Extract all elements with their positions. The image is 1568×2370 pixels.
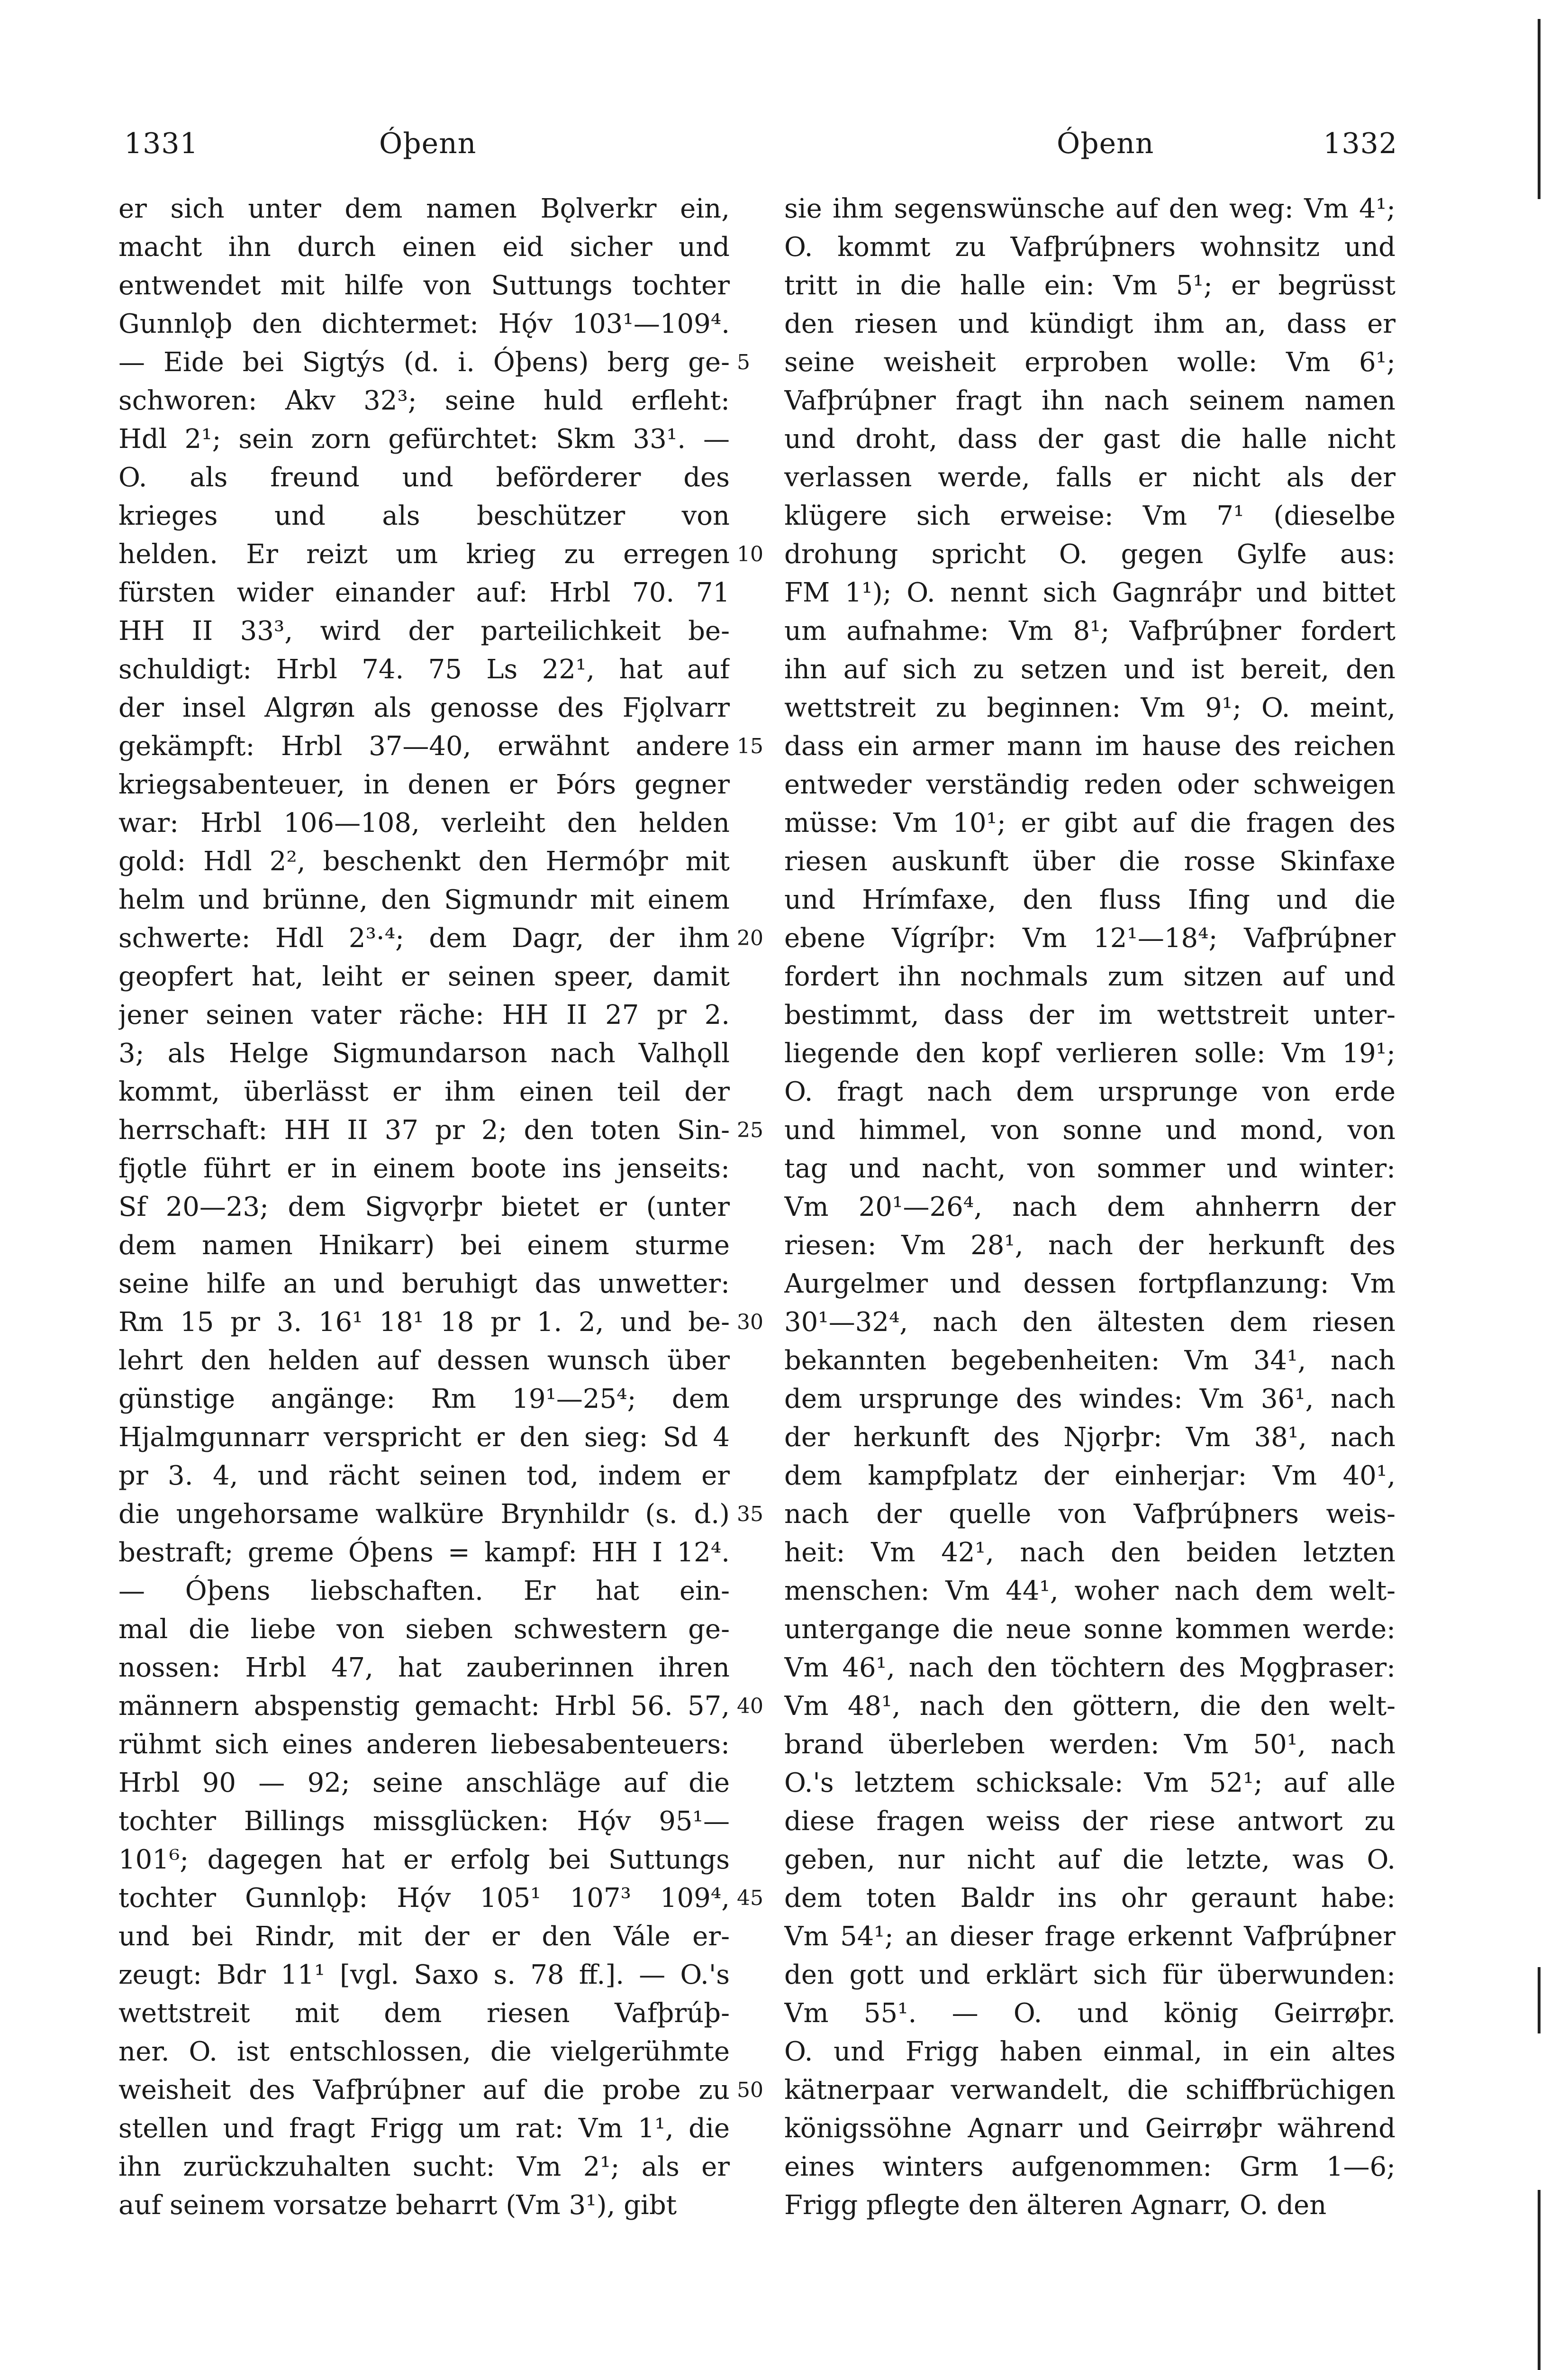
text-line: O. fragt nach dem ursprunge von erde — [784, 1076, 1396, 1107]
line-number: 10 — [737, 542, 763, 566]
text-line: riesen: Vm 28¹, nach der herkunft des — [784, 1230, 1396, 1261]
text-line: klügere sich erweise: Vm 7¹ (dieselbe — [784, 501, 1396, 531]
text-line: drohung spricht O. gegen Gylfe aus: — [784, 539, 1396, 570]
text-line: O. und Frigg haben einmal, in ein altes — [784, 2036, 1396, 2067]
text-line: den gott und erklärt sich für überwunden: — [784, 1960, 1396, 1990]
text-line: er sich unter dem namen Bǫlverkr ein, — [118, 193, 730, 224]
text-line: jener seinen vater räche: HH II 27 pr 2. — [118, 1000, 730, 1030]
text-line: fürsten wider einander auf: Hrbl 70. 71 — [118, 577, 730, 608]
text-line: schwerte: Hdl 2³·⁴; dem Dagr, der ihm — [118, 923, 730, 954]
text-line: und himmel, von sonne und mond, von — [784, 1115, 1396, 1146]
text-line: kriegsabenteuer, in denen er Þórs gegner — [118, 769, 730, 800]
text-line: Rm 15 pr 3. 16¹ 18¹ 18 pr 1. 2, und be- — [118, 1307, 730, 1338]
left-column — [118, 190, 730, 2294]
text-line: dem kampfplatz der einherjar: Vm 40¹, — [784, 1460, 1396, 1491]
text-line: brand überleben werden: Vm 50¹, nach — [784, 1729, 1396, 1760]
text-line: tritt in die halle ein: Vm 5¹; er begrüsst — [784, 270, 1396, 301]
text-line: seine hilfe an und beruhigt das unwetter: — [118, 1268, 730, 1299]
text-line: seine weisheit erproben wolle: Vm 6¹; — [784, 347, 1396, 378]
text-line: FM 1¹); O. nennt sich Gagnráþr und bittet — [784, 577, 1396, 608]
text-line: helden. Er reizt um krieg zu erregen — [118, 539, 730, 570]
text-line: fordert ihn nochmals zum sitzen auf und — [784, 961, 1396, 992]
text-line: — Óþens liebschaften. Er hat ein- — [118, 1576, 730, 1606]
text-line: O. kommt zu Vafþrúþners wohnsitz und — [784, 232, 1396, 263]
text-line: weisheit des Vafþrúþner auf die probe zu — [118, 2075, 730, 2106]
text-line: nach der quelle von Vafþrúþners weis- — [784, 1499, 1396, 1530]
line-number: 35 — [737, 1502, 763, 1526]
text-line: dass ein armer mann im hause des reichen — [784, 731, 1396, 762]
text-line: Vm 46¹, nach den töchtern des Mǫgþraser: — [784, 1652, 1396, 1683]
scan-edge-mark — [1538, 1967, 1541, 2033]
text-line: 101⁶; dagegen hat er erfolg bei Suttungs — [118, 1844, 730, 1875]
text-line: Frigg pflegte den älteren Agnarr, O. den — [784, 2190, 1327, 2221]
text-line: Sf 20—23; dem Sigvǫrþr bietet er (unter — [118, 1192, 730, 1222]
text-line: macht ihn durch einen eid sicher und — [118, 232, 730, 263]
text-line: geopfert hat, leiht er seinen speer, damit — [118, 961, 730, 992]
text-line: wettstreit mit dem riesen Vafþrúþ- — [118, 1998, 730, 2029]
text-line: pr 3. 4, und rächt seinen tod, indem er — [118, 1460, 730, 1491]
text-line: den riesen und kündigt ihm an, dass er — [784, 309, 1396, 339]
text-line: männern abspenstig gemacht: Hrbl 56. 57, — [118, 1691, 730, 1722]
text-line: um aufnahme: Vm 8¹; Vafþrúþner fordert — [784, 616, 1396, 647]
text-line: kommt, überlässt er ihm einen teil der — [118, 1076, 730, 1107]
text-line: Vm 55¹. — O. und könig Geirrøþr. — [784, 1998, 1396, 2029]
text-line: fjǫtle führt er in einem boote ins jenseits: — [118, 1153, 730, 1184]
running-headword-left: Óþenn — [379, 127, 477, 160]
text-line: günstige angänge: Rm 19¹—25⁴; dem — [118, 1384, 730, 1414]
line-number: 40 — [737, 1694, 763, 1718]
running-headword-right: Óþenn — [1057, 127, 1154, 160]
text-line: mal die liebe von sieben schwestern ge- — [118, 1614, 730, 1645]
text-line: — Eide bei Sigtýs (d. i. Óþens) berg ge- — [118, 347, 730, 378]
text-line: gekämpft: Hrbl 37—40, erwähnt andere — [118, 731, 730, 762]
text-line: eines winters aufgenommen: Grm 1—6; — [784, 2151, 1396, 2182]
text-line: liegende den kopf verlieren solle: Vm 19¹; — [784, 1038, 1396, 1069]
text-line: war: Hrbl 106—108, verleiht den helden — [118, 808, 730, 839]
text-line: heit: Vm 42¹, nach den beiden letzten — [784, 1537, 1396, 1568]
text-line: Gunnlǫþ den dichtermet: Hǫ́v 103¹—109⁴. — [118, 309, 730, 339]
text-line: und droht, dass der gast die halle nicht — [784, 424, 1396, 455]
text-line: Hdl 2¹; sein zorn gefürchtet: Skm 33¹. — — [118, 424, 730, 455]
text-line: untergange die neue sonne kommen werde: — [784, 1614, 1396, 1645]
text-line: entwendet mit hilfe von Suttungs tochter — [118, 270, 730, 301]
text-line: ihn auf sich zu setzen und ist bereit, den — [784, 654, 1396, 685]
text-line: zeugt: Bdr 11¹ [vgl. Saxo s. 78 ff.]. — O.'s — [118, 1960, 730, 1990]
text-line: Hjalmgunnarr verspricht er den sieg: Sd 4 — [118, 1422, 730, 1453]
text-line: Vm 54¹; an dieser frage erkennt Vafþrúþner — [784, 1921, 1396, 1952]
text-line: der herkunft des Njǫrþr: Vm 38¹, nach — [784, 1422, 1396, 1453]
text-line: dem toten Baldr ins ohr geraunt habe: — [784, 1883, 1396, 1914]
text-line: der insel Algrøn als genosse des Fjǫlvarr — [118, 693, 730, 723]
text-line: 30¹—32⁴, nach den ältesten dem riesen — [784, 1307, 1396, 1338]
text-line: Vm 20¹—26⁴, nach dem ahnherrn der — [784, 1192, 1396, 1222]
text-line: gold: Hdl 2², beschenkt den Hermóþr mit — [118, 846, 730, 877]
text-line: O. als freund und beförderer des — [118, 462, 730, 493]
text-line: ebene Vígríþr: Vm 12¹—18⁴; Vafþrúþner — [784, 923, 1396, 954]
text-line: bestimmt, dass der im wettstreit unter- — [784, 1000, 1396, 1030]
text-line: entweder verständig reden oder schweigen — [784, 769, 1396, 800]
line-number: 30 — [737, 1310, 763, 1334]
text-line: schuldigt: Hrbl 74. 75 Ls 22¹, hat auf — [118, 654, 730, 685]
text-line: Vm 48¹, nach den göttern, die den welt- — [784, 1691, 1396, 1722]
text-line: riesen auskunft über die rosse Skinfaxe — [784, 846, 1396, 877]
text-line: die ungehorsame walküre Brynhildr (s. d.) — [118, 1499, 730, 1530]
text-line: königssöhne Agnarr und Geirrøþr während — [784, 2113, 1396, 2144]
text-line: verlassen werde, falls er nicht als der — [784, 462, 1396, 493]
text-line: schworen: Akv 32³; seine huld erfleht: — [118, 385, 730, 416]
text-line: menschen: Vm 44¹, woher nach dem welt- — [784, 1576, 1396, 1606]
line-number: 45 — [737, 1886, 763, 1910]
text-line: dem ursprunge des windes: Vm 36¹, nach — [784, 1384, 1396, 1414]
page-number-right: 1332 — [1323, 127, 1397, 160]
text-line: rühmt sich eines anderen liebesabenteuers: — [118, 1729, 730, 1760]
text-line: sie ihm segenswünsche auf den weg: Vm 4¹; — [784, 193, 1396, 224]
text-line: bestraft; greme Óþens = kampf: HH I 12⁴. — [118, 1537, 730, 1568]
text-line: dem namen Hnikarr) bei einem sturme — [118, 1230, 730, 1261]
scan-edge-mark — [1538, 2190, 1541, 2370]
text-line: nossen: Hrbl 47, hat zauberinnen ihren — [118, 1652, 730, 1683]
text-line: tag und nacht, von sommer und winter: — [784, 1153, 1396, 1184]
right-column — [784, 190, 1396, 2294]
text-line: wettstreit zu beginnen: Vm 9¹; O. meint, — [784, 693, 1396, 723]
text-line: stellen und fragt Frigg um rat: Vm 1¹, die — [118, 2113, 730, 2144]
text-line: und Hrímfaxe, den fluss Ifing und die — [784, 884, 1396, 915]
text-line: Aurgelmer und dessen fortpflanzung: Vm — [784, 1268, 1396, 1299]
text-line: auf seinem vorsatze beharrt (Vm 3¹), gibt — [118, 2190, 677, 2221]
text-line: lehrt den helden auf dessen wunsch über — [118, 1345, 730, 1376]
line-number: 5 — [737, 350, 750, 374]
text-line: O.'s letztem schicksale: Vm 52¹; auf alle — [784, 1768, 1396, 1798]
text-line: tochter Billings missglücken: Hǫ́v 95¹— — [118, 1806, 730, 1837]
text-line: krieges und als beschützer von — [118, 501, 730, 531]
text-line: herrschaft: HH II 37 pr 2; den toten Sin- — [118, 1115, 730, 1146]
line-number: 50 — [737, 2078, 763, 2102]
line-number: 15 — [737, 734, 763, 758]
text-line: diese fragen weiss der riese antwort zu — [784, 1806, 1396, 1837]
text-line: Vafþrúþner fragt ihn nach seinem namen — [784, 385, 1396, 416]
page-number-left: 1331 — [124, 127, 199, 160]
text-line: und bei Rindr, mit der er den Vále er- — [118, 1921, 730, 1952]
text-line: 3; als Helge Sigmundarson nach Valhǫll — [118, 1038, 730, 1069]
line-number: 25 — [737, 1118, 763, 1142]
line-number: 20 — [737, 926, 763, 950]
text-line: müsse: Vm 10¹; er gibt auf die fragen des — [784, 808, 1396, 839]
text-line: HH II 33³, wird der parteilichkeit be- — [118, 616, 730, 647]
text-line: ner. O. ist entschlossen, die vielgerühmte — [118, 2036, 730, 2067]
text-line: helm und brünne, den Sigmundr mit einem — [118, 884, 730, 915]
text-line: Hrbl 90 — 92; seine anschläge auf die — [118, 1768, 730, 1798]
text-line: geben, nur nicht auf die letzte, was O. — [784, 1844, 1396, 1875]
text-line: ihn zurückzuhalten sucht: Vm 2¹; als er — [118, 2151, 730, 2182]
scan-edge-mark — [1538, 19, 1541, 199]
text-line: bekannten begebenheiten: Vm 34¹, nach — [784, 1345, 1396, 1376]
text-line: kätnerpaar verwandelt, die schiffbrüchigen — [784, 2075, 1396, 2106]
text-line: tochter Gunnlǫþ: Hǫ́v 105¹ 107³ 109⁴, — [118, 1883, 730, 1914]
